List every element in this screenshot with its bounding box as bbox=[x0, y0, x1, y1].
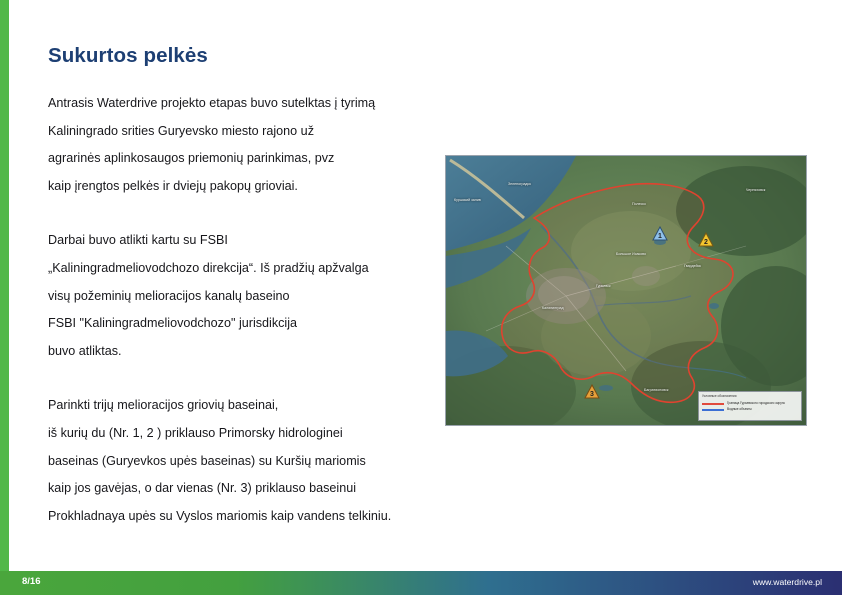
legend-boundary-swatch bbox=[702, 403, 724, 405]
paragraph-2 bbox=[48, 227, 438, 365]
paragraph-2-line-4: FSBI "Kaliningradmeliovodchozo" jurisdikcija bbox=[48, 316, 298, 331]
paragraph-1-line-1: Antrasis Waterdrive projekto etapas buvo sutelktas į tyrimą bbox=[48, 96, 376, 110]
paragraph-1-line-2: Kaliningrado srities Guryevsko miesto rajono už bbox=[48, 123, 314, 138]
map-label-guryevsk: Гурьевск bbox=[596, 284, 611, 288]
map-legend-row-boundary bbox=[702, 401, 798, 406]
satellite-map-image bbox=[445, 155, 807, 426]
map-label-bolshoe-isakovo: Большое Исаково bbox=[616, 252, 646, 256]
map-label-gvardeysk: Гвардейск bbox=[684, 264, 701, 268]
page-number: 8/16 bbox=[22, 576, 41, 587]
paragraph-3 bbox=[48, 392, 438, 530]
paragraph-1 bbox=[48, 90, 438, 200]
body-text bbox=[48, 90, 438, 530]
map-marker-2-label: 2 bbox=[704, 239, 708, 246]
map-marker-3[interactable] bbox=[584, 384, 600, 399]
paragraph-2-line-5: buvo atliktas. bbox=[48, 343, 122, 358]
paragraph-1-line-4: kaip įrengtos pelkės ir dviejų pakopų grioviai. bbox=[48, 178, 298, 193]
map-label-polessk: Полесск bbox=[632, 202, 646, 206]
map-label-bagrationovsk: Багратионовск bbox=[644, 388, 669, 392]
paragraph-3-line-5: Prokhladnaya upės su Vyslos mariomis kaip vandens telkiniu. bbox=[48, 508, 392, 523]
left-accent-bar bbox=[0, 0, 9, 595]
map-label-zelenogradsk: Зеленоградск bbox=[508, 182, 531, 186]
map-marker-1[interactable] bbox=[652, 226, 668, 241]
paragraph-2-line-2: „Kaliningradmeliovodchozo direkcija“. Iš pradžių apžvalga bbox=[48, 260, 369, 275]
paragraph-2-line-1: Darbai buvo atlikti kartu su FSBI bbox=[48, 233, 228, 248]
map-legend-title: Условные обозначения bbox=[702, 394, 737, 398]
legend-water-swatch bbox=[702, 409, 724, 411]
map-legend bbox=[698, 391, 802, 421]
legend-boundary-label: Граница Гурьевского городского округа bbox=[727, 401, 785, 405]
map-marker-1-label: 1 bbox=[658, 233, 662, 240]
map-marker-3-label: 3 bbox=[590, 391, 594, 398]
footer-bar bbox=[0, 571, 842, 595]
paragraph-3-line-4: kaip jos gavėjas, o dar vienas (Nr. 3) priklauso baseinui bbox=[48, 481, 357, 496]
paragraph-3-line-2: iš kurių du (Nr. 1, 2 ) priklauso Primorsky hidrologinei bbox=[48, 425, 343, 440]
paragraph-1-line-3: agrarinės aplinkosaugos priemonių parinkimas, pvz bbox=[48, 151, 335, 166]
paragraph-3-line-3: baseinas (Guryevkos upės baseinas) su Kuršių mariomis bbox=[48, 453, 366, 468]
legend-water-label: Водные объекты bbox=[727, 407, 752, 411]
map-label-kaliningrad: Калининград bbox=[542, 306, 564, 310]
paragraph-3-line-1: Parinkti trijų melioracijos griovių baseinai, bbox=[48, 398, 279, 413]
map-legend-row-water bbox=[702, 407, 798, 412]
map-marker-2[interactable] bbox=[698, 232, 714, 247]
map-label-kurshskiy: Куршский залив bbox=[454, 198, 481, 202]
map-graphic bbox=[446, 156, 806, 425]
footer-website[interactable]: www.waterdrive.pl bbox=[752, 577, 822, 587]
map-label-chernyakhovsk: Черняховск bbox=[746, 188, 766, 192]
paragraph-2-line-3: visų požeminių melioracijos kanalų baseino bbox=[48, 288, 290, 303]
page-title: Sukurtos pelkės bbox=[48, 44, 208, 67]
